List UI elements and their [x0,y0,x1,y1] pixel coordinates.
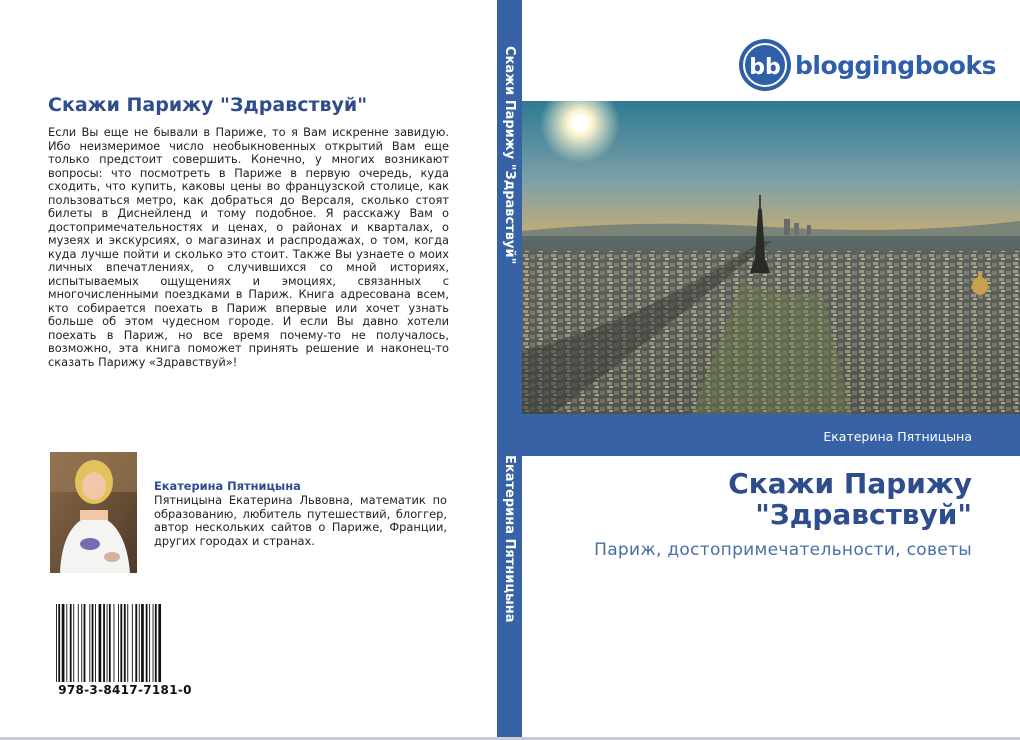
barcode-bar [135,604,137,682]
barcode-bar [120,604,122,682]
publisher-logo-text: bloggingbooks [795,51,996,80]
barcode-bar [66,604,67,682]
barcode-bar [118,604,119,682]
barcode-bar [81,604,82,682]
barcode-bar [124,604,126,682]
barcode-bar [114,604,115,682]
svg-text:bb: bb [749,55,781,80]
barcode-bar [155,604,157,682]
barcode-bar [78,604,79,682]
publisher-logo [737,37,997,92]
barcode-bar [73,604,74,682]
barcode-bar [146,604,148,682]
barcode-bar [84,604,86,682]
publisher-logo-icon [737,37,793,93]
barcode-bar [92,604,94,682]
front-cover-author: Екатерина Пятницына [823,429,972,444]
barcode-bar [132,604,133,682]
author-band [522,414,1020,456]
barcode-bar [56,604,57,682]
front-cover-title: Скажи Парижу "Здравствуй" [728,467,972,531]
front-cover-subtitle: Париж, достопримечательности, советы [594,540,972,560]
barcode-bar [127,604,128,682]
barcode-bar [89,604,90,682]
barcode-bar [139,604,140,682]
barcode-bar [99,604,102,682]
barcode-bar [103,604,105,682]
author-name: Екатерина Пятницына [154,479,301,493]
barcode-bar [70,604,72,682]
barcode-bar [107,604,108,682]
spine: Скажи Парижу "Здравствуй" Екатерина Пятницына [497,0,522,740]
barcode-bar [141,604,144,682]
author-photo [50,452,137,573]
barcode-bar [158,604,161,682]
back-cover [0,0,497,740]
back-cover-title: Скажи Парижу "Здравствуй" [48,94,368,116]
barcode-bar [153,604,154,682]
author-bio: Пятницына Екатерина Львовна, математик по образованию, любитель путешествий, блоггер, автор нескольких сайтов о Париже, Франции, других городах и странах. [154,493,447,548]
barcode-bar [109,604,111,682]
barcode-bar [62,604,65,682]
barcode-bar [58,604,60,682]
front-cover [522,0,1020,740]
barcode-bar [95,604,96,682]
cover-photo-paris [522,101,1020,414]
isbn: 978-3-8417-7181-0 [58,683,192,697]
back-cover-blurb: Если Вы еще не бывали в Париже, то я Вам искренне завидую. Ибо неизмеримое число необыкновенных открытий Вам еще только предстоит совершить. Конечно, у многих возникают вопросы: что посмотреть в Париже в первую очередь, куда сходить, что купить, каковы цены во французской столице, как пользоваться метро, как добраться до Версаля, сколько стоят билеты в Диснейленд и тому подобное. Я расскажу Вам о достопримечательностях и ценах, о районах и кварталах, о музеях и экскурсиях, о магазинах и распродажах, о том, когда куда лучше пойти и сколько это стоит. Также Вы узнаете о моих личных впечатлениях, о случившихся со мной историях, испытываемых ощущениях и эмоциях, связанных с многочисленными поездками в Париж. Книга адресована всем, кто собирается поехать в Париж впервые или хочет узнать больше об этом чудесном городе. И если Вы давно хотели поехать в Париж, но все время почему-то не получалось, возможно, эта книга поможет принять решение и наконец-то сказать Парижу «Здравствуй»! [48,125,449,369]
barcode-bar [149,604,150,682]
barcode [54,604,196,684]
